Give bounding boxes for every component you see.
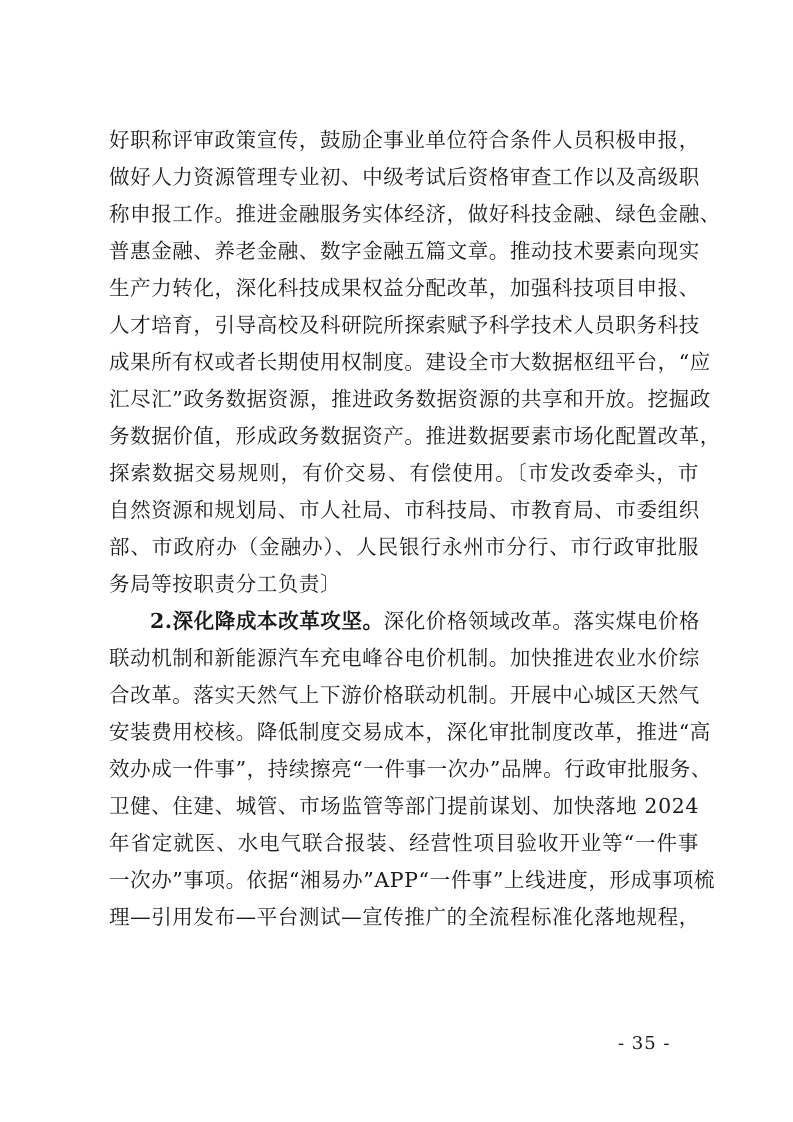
body-text-line: 人才培育，引导高校及科研院所探索赋予科学技术人员职务科技 <box>109 313 700 337</box>
body-text-line: 效办成一件事”，持续擦亮“一件事一次办”品牌。行政审批服务、 <box>109 757 712 781</box>
body-text-line: 生产力转化，深化科技成果权益分配改革，加强科技项目申报、 <box>109 276 700 300</box>
body-text-line: 称申报工作。推进金融服务实体经济，做好科技金融、绿色金融、 <box>109 202 721 226</box>
body-text-line: 卫健、住建、城管、市场监管等部门提前谋划、加快落地 2024 <box>109 794 699 818</box>
body-text-line: 好职称评审政策宣传，鼓励企事业单位符合条件人员积极申报， <box>109 128 700 152</box>
page-number: - 35 - <box>618 1033 671 1054</box>
body-text-line: 探索数据交易规则，有价交易、有偿使用。〔市发改委牵头，市 <box>109 461 699 485</box>
body-text-line: 合改革。落实天然气上下游价格联动机制。开展中心城区天然气 <box>109 683 700 707</box>
body-text-line: 理—引用发布—平台测试—宣传推广的全流程标准化落地规程， <box>109 905 700 929</box>
body-text-line: 年省定就医、水电气联合报装、经营性项目验收开业等“一件事 <box>109 831 699 855</box>
section-2-first-line-text: 深化价格领域改革。落实煤电价格 <box>383 609 701 633</box>
body-text-line: 成果所有权或者长期使用权制度。建设全市大数据枢纽平台，“应 <box>109 350 711 374</box>
section-2-first-line <box>150 608 699 634</box>
body-text-line: 务数据价值，形成政务数据资产。推进数据要素市场化配置改革， <box>109 424 721 448</box>
body-text-line: 安装费用校核。降低制度交易成本，深化审批制度改革，推进“高 <box>109 720 711 744</box>
body-text-line: 联动机制和新能源汽车充电峰谷电价机制。加快推进农业水价综 <box>109 646 700 670</box>
body-text-line: 部、市政府办（金融办）、人民银行永州市分行、市行政审批服 <box>109 535 699 559</box>
body-text-line: 汇尽汇”政务数据资源，推进政务数据资源的共享和开放。挖掘政 <box>109 387 711 411</box>
body-text-line: 普惠金融、养老金融、数字金融五篇文章。推动技术要素向现实 <box>109 239 700 263</box>
body-text-line: 一次办”事项。依据“湘易办”APP“一件事”上线进度，形成事项梳 <box>109 868 715 892</box>
section-2-heading: 2.深化降成本改革攻坚。 <box>150 609 384 633</box>
body-text-line: 做好人力资源管理专业初、中级考试后资格审查工作以及高级职 <box>109 165 700 189</box>
body-text-line: 务局等按职责分工负责〕 <box>109 572 342 596</box>
body-text-line: 自然资源和规划局、市人社局、市科技局、市教育局、市委组织 <box>109 498 700 522</box>
